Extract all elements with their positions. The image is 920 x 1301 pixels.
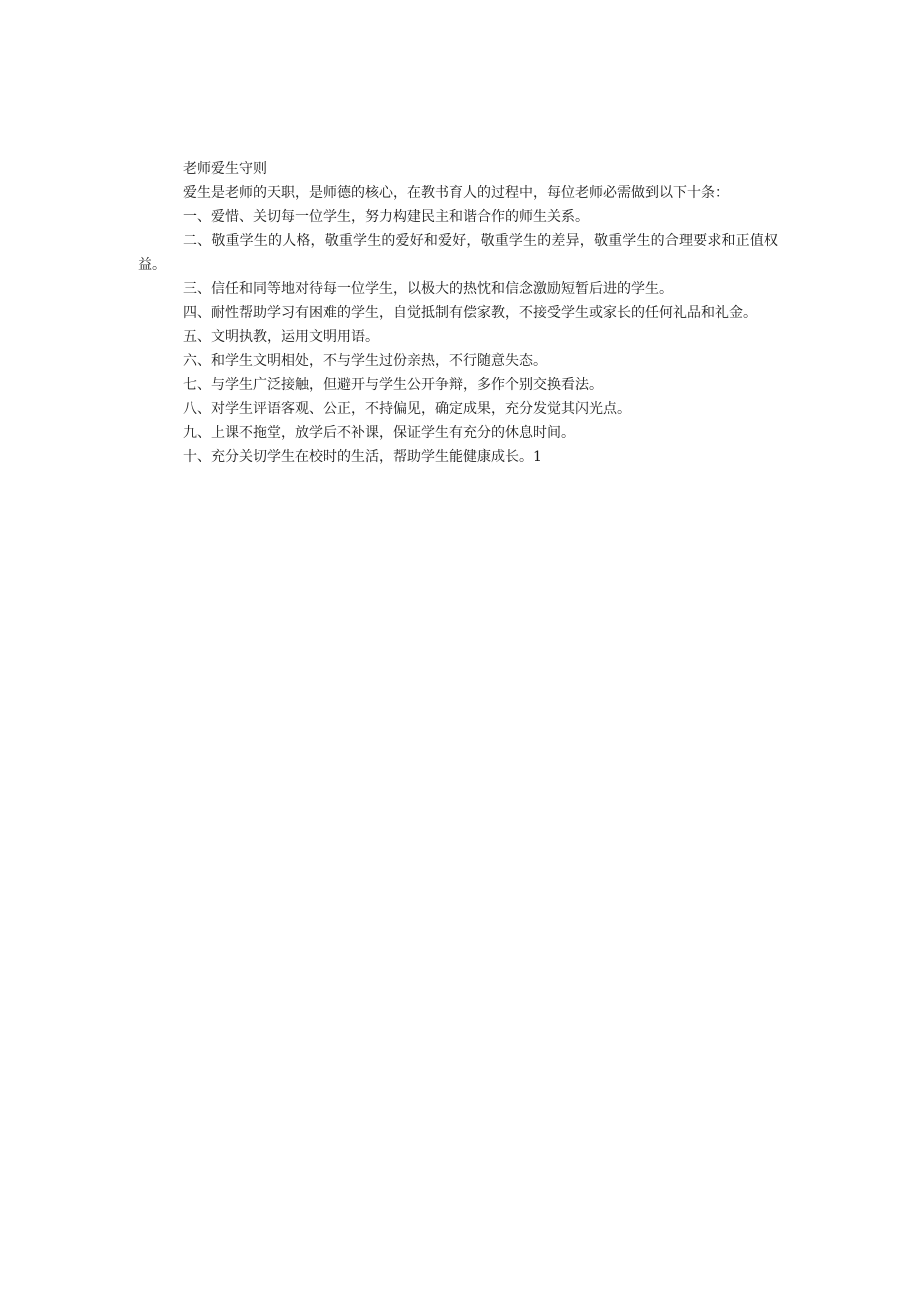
rule-item-4: 四、耐性帮助学习有困难的学生，自觉抵制有偿家教，不接受学生或家长的任何礼品和礼金。 — [183, 305, 757, 321]
rule-item-7: 七、与学生广泛接触，但避开与学生公开争辩，多作个别交换看法。 — [183, 377, 603, 393]
rule-item-8: 八、对学生评语客观、公正，不持偏见，确定成果，充分发觉其闪光点。 — [183, 401, 631, 417]
rule-item-6: 六、和学生文明相处，不与学生过份亲热，不行随意失态。 — [183, 353, 547, 369]
rule-item-1: 一、爱惜、关切每一位学生，努力构建民主和谐合作的师生关系。 — [183, 209, 589, 225]
rule-item-3: 三、信任和同等地对待每一位学生，以极大的热忱和信念激励短暂后进的学生。 — [183, 281, 673, 297]
rule-item-5: 五、文明执教，运用文明用语。 — [183, 329, 379, 345]
intro-paragraph: 爱生是老师的天职，是师德的核心，在教书育人的过程中，每位老师必需做到以下十条： — [183, 185, 729, 201]
document-body — [138, 157, 778, 469]
document-title: 老师爱生守则 — [183, 161, 267, 177]
rule-item-10: 十、充分关切学生在校时的生活，帮助学生能健康成长。1 — [183, 449, 542, 465]
rule-item-2: 二、敬重学生的人格，敬重学生的爱好和爱好，敬重学生的差异，敬重学生的合理要求和正值权益。 — [138, 233, 778, 273]
rule-item-9: 九、上课不拖堂，放学后不补课，保证学生有充分的休息时间。 — [183, 425, 575, 441]
